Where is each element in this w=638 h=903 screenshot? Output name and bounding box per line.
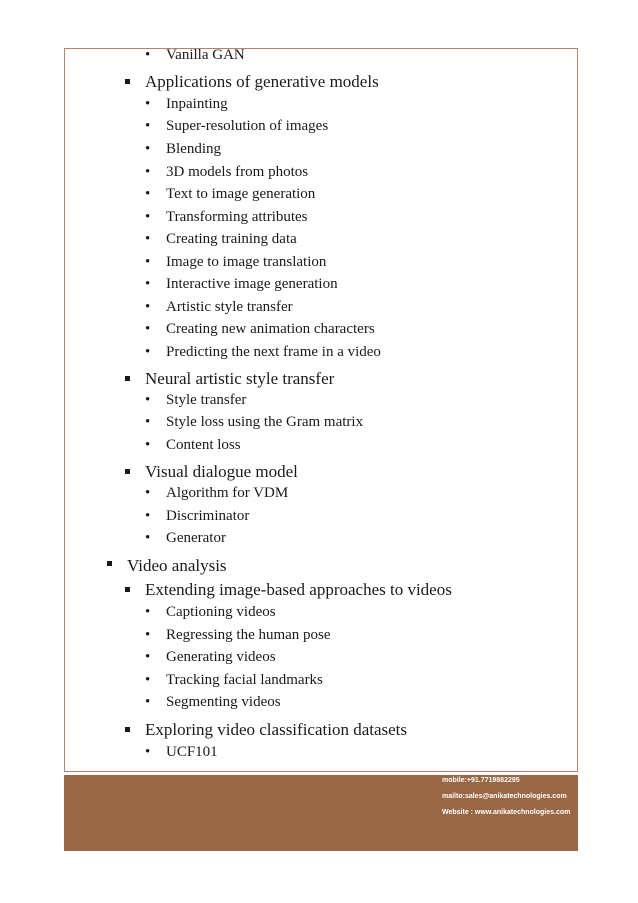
bullet-dot-icon: • <box>145 254 151 270</box>
outline-item-text: Captioning videos <box>166 604 276 620</box>
square-bullet-icon <box>107 561 112 566</box>
bullet-dot-icon: • <box>145 344 151 360</box>
outline-item-text: Artistic style transfer <box>166 299 293 315</box>
bullet-dot-icon: • <box>145 604 151 620</box>
bullet-dot-icon: • <box>145 530 151 546</box>
bullet-dot-icon: • <box>145 321 151 337</box>
outline-item-text: Generator <box>166 530 226 546</box>
bullet-dot-icon: • <box>145 627 151 643</box>
square-bullet-icon <box>125 587 130 592</box>
outline-item-text: Segmenting videos <box>166 694 281 710</box>
outline-item-text: Creating training data <box>166 231 297 247</box>
outline-item-text: Tracking facial landmarks <box>166 672 323 688</box>
footer-email: mailto:sales@anikatechnologies.com <box>442 793 567 800</box>
outline-item-text: Algorithm for VDM <box>166 485 289 501</box>
bullet-dot-icon: • <box>145 649 151 665</box>
outline-item-text: Super-resolution of images <box>166 118 329 134</box>
outline-item-text: Inpainting <box>166 96 228 112</box>
bullet-dot-icon: • <box>145 141 151 157</box>
outline-item-text: Regressing the human pose <box>166 627 331 643</box>
outline-item-text: Generating videos <box>166 649 276 665</box>
outline-item-text: Applications of generative models <box>145 72 379 91</box>
bullet-dot-icon: • <box>145 118 151 134</box>
outline-item-text: 3D models from photos <box>166 164 309 180</box>
footer-website: Website : www.anikatechnologies.com <box>442 809 571 816</box>
bullet-dot-icon: • <box>145 508 151 524</box>
bullet-dot-icon: • <box>145 744 151 760</box>
outline-item-text: Style transfer <box>166 392 247 408</box>
bullet-dot-icon: • <box>145 47 151 63</box>
bullet-dot-icon: • <box>145 485 151 501</box>
outline-item-text: UCF101 <box>166 744 218 760</box>
footer-mobile: mobile:+91.7719882295 <box>442 777 520 784</box>
bullet-dot-icon: • <box>145 299 151 315</box>
bullet-dot-icon: • <box>145 231 151 247</box>
bullet-dot-icon: • <box>145 672 151 688</box>
outline-item-text: Content loss <box>166 437 241 453</box>
bullet-dot-icon: • <box>145 694 151 710</box>
bullet-dot-icon: • <box>145 96 151 112</box>
outline-item-text: Image to image translation <box>166 254 327 270</box>
outline-item-text: Predicting the next frame in a video <box>166 344 381 360</box>
outline-item-text: Video analysis <box>127 556 227 575</box>
outline-item-text: Neural artistic style transfer <box>145 369 335 388</box>
square-bullet-icon <box>125 79 130 84</box>
bullet-dot-icon: • <box>145 164 151 180</box>
bullet-dot-icon: • <box>145 209 151 225</box>
outline-item-text: Transforming attributes <box>166 209 308 225</box>
outline-item-text: Discriminator <box>166 508 250 524</box>
bullet-dot-icon: • <box>145 392 151 408</box>
square-bullet-icon <box>125 469 130 474</box>
bullet-dot-icon: • <box>145 186 151 202</box>
outline-item-text: Creating new animation characters <box>166 321 375 337</box>
square-bullet-icon <box>125 727 130 732</box>
outline-item-text: Style loss using the Gram matrix <box>166 414 364 430</box>
outline-item-text: Visual dialogue model <box>145 462 298 481</box>
outline-item-text: Interactive image generation <box>166 276 338 292</box>
bullet-dot-icon: • <box>145 276 151 292</box>
outline-item-text: Vanilla GAN <box>166 47 245 63</box>
footer-bar <box>64 775 578 851</box>
outline-item-text: Extending image-based approaches to videos <box>145 580 452 599</box>
bullet-dot-icon: • <box>145 414 151 430</box>
outline-item-text: Blending <box>166 141 221 157</box>
outline-item-text: Text to image generation <box>166 186 316 202</box>
bullet-dot-icon: • <box>145 437 151 453</box>
square-bullet-icon <box>125 376 130 381</box>
outline-item-text: Exploring video classification datasets <box>145 720 408 739</box>
